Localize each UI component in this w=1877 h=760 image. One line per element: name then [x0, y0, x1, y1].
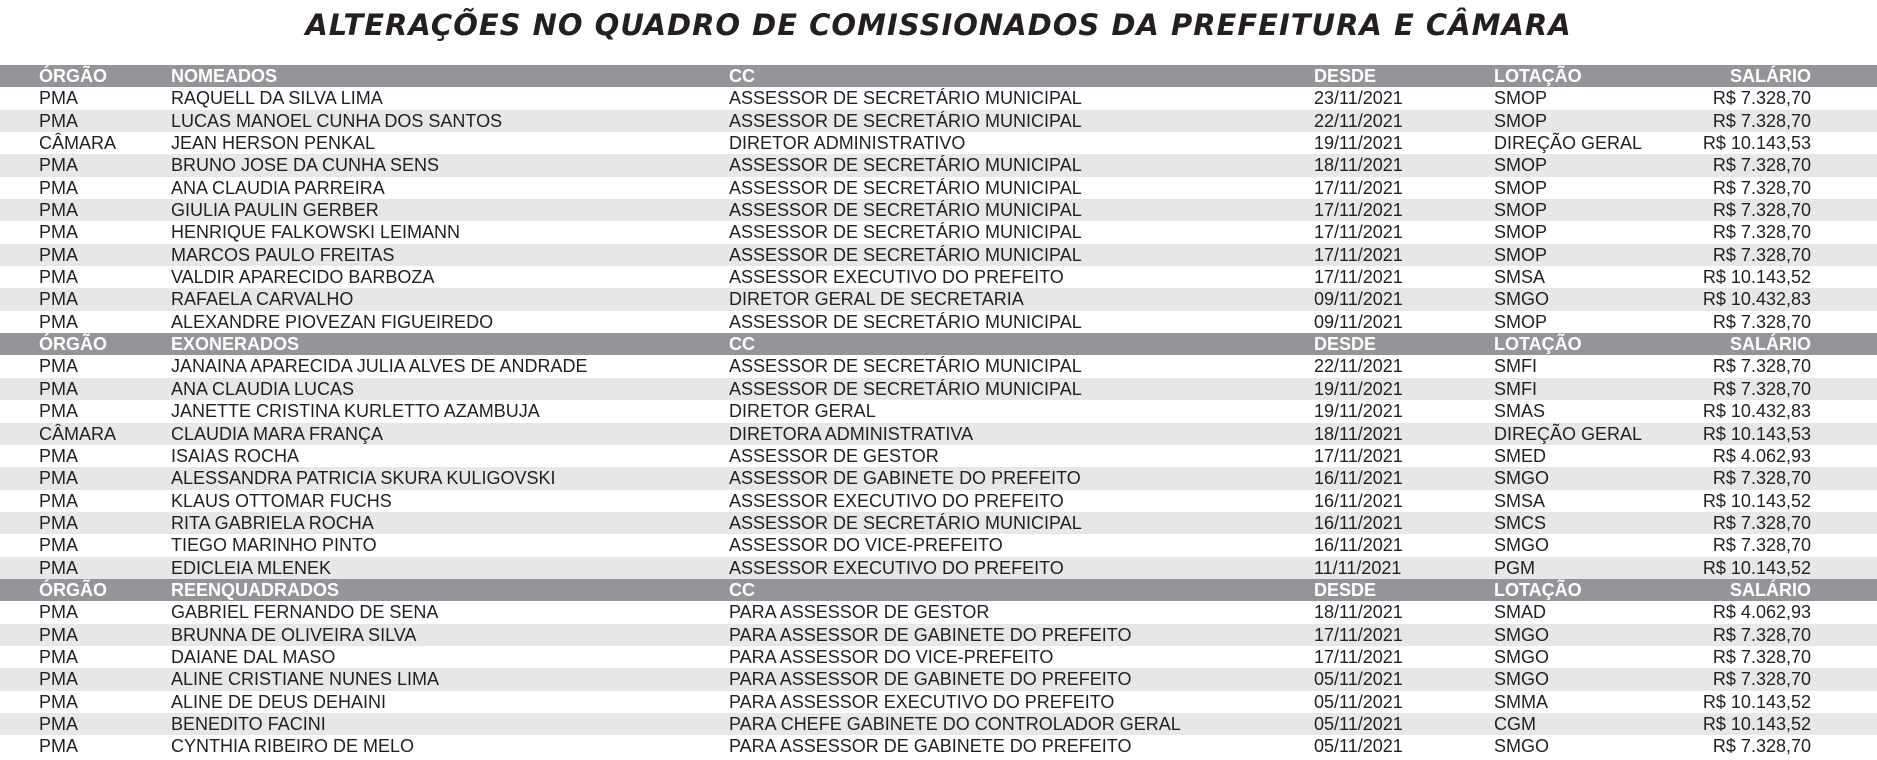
name-cell: ALEXANDRE PIOVEZAN FIGUEIREDO [171, 311, 494, 332]
name-cell: KLAUS OTTOMAR FUCHS [171, 490, 392, 511]
name-cell: RAQUELL DA SILVA LIMA [171, 88, 383, 109]
lotacao-cell: SMGO [1494, 535, 1550, 556]
orgao-cell: PMA [39, 512, 79, 533]
salary-cell: R$ 10.143,53 [1702, 133, 1811, 154]
date-cell: 16/11/2021 [1314, 535, 1403, 556]
date-cell: 22/11/2021 [1314, 356, 1403, 377]
date-cell: 09/11/2021 [1314, 289, 1403, 310]
orgao-cell: PMA [39, 535, 79, 556]
lotacao-cell: SMOP [1494, 155, 1548, 176]
date-cell: 05/11/2021 [1314, 669, 1403, 690]
orgao-cell: PMA [39, 490, 79, 511]
lotacao-cell: SMOP [1494, 88, 1548, 109]
date-cell: 23/11/2021 [1314, 88, 1403, 109]
salary-cell: R$ 10.143,52 [1702, 267, 1811, 288]
lotacao-cell: SMFI [1494, 356, 1537, 377]
table-row [0, 266, 1877, 288]
cc-cell: ASSESSOR DE GABINETE DO PREFEITO [729, 468, 1081, 489]
table-row [0, 646, 1877, 668]
column-header-lotacao: LOTAÇÃO [1494, 579, 1582, 600]
orgao-cell: PMA [39, 177, 79, 198]
cc-cell: ASSESSOR DE SECRETÁRIO MUNICIPAL [729, 512, 1082, 533]
name-cell: HENRIQUE FALKOWSKI LEIMANN [171, 222, 461, 243]
date-cell: 16/11/2021 [1314, 468, 1403, 489]
lotacao-cell: SMOP [1494, 177, 1548, 198]
date-cell: 16/11/2021 [1314, 512, 1403, 533]
lotacao-cell: SMGO [1494, 468, 1550, 489]
name-cell: BENEDITO FACINI [171, 713, 326, 734]
cc-cell: DIRETOR ADMINISTRATIVO [729, 133, 966, 154]
cc-cell: ASSESSOR DE SECRETÁRIO MUNICIPAL [729, 356, 1082, 377]
orgao-cell: PMA [39, 378, 79, 399]
lotacao-cell: SMED [1494, 445, 1547, 466]
commissioned-table [0, 65, 1877, 758]
table-row [0, 624, 1877, 646]
name-cell: ANA CLAUDIA LUCAS [171, 378, 355, 399]
lotacao-cell: SMCS [1494, 512, 1547, 533]
name-cell: GIULIA PAULIN GERBER [171, 200, 379, 221]
column-header-orgao: ÓRGÃO [39, 579, 108, 600]
cc-cell: PARA ASSESSOR DO VICE-PREFEITO [729, 646, 1054, 667]
orgao-cell: PMA [39, 200, 79, 221]
salary-cell: R$ 7.328,70 [1712, 177, 1811, 198]
table-row [0, 378, 1877, 400]
name-cell: ALINE DE DEUS DEHAINI [171, 691, 387, 712]
lotacao-cell: SMAD [1494, 602, 1547, 623]
cc-cell: ASSESSOR DE SECRETÁRIO MUNICIPAL [729, 244, 1082, 265]
salary-cell: R$ 7.328,70 [1712, 311, 1811, 332]
date-cell: 05/11/2021 [1314, 736, 1403, 757]
name-cell: VALDIR APARECIDO BARBOZA [171, 267, 435, 288]
date-cell: 17/11/2021 [1314, 222, 1403, 243]
name-cell: JANAINA APARECIDA JULIA ALVES DE ANDRADE [171, 356, 588, 377]
orgao-cell: PMA [39, 691, 79, 712]
salary-cell: R$ 4.062,93 [1712, 602, 1811, 623]
salary-cell: R$ 4.062,93 [1712, 445, 1811, 466]
name-cell: MARCOS PAULO FREITAS [171, 244, 395, 265]
column-header-cc: CC [729, 579, 755, 600]
column-header-nome: EXONERADOS [171, 334, 300, 355]
date-cell: 17/11/2021 [1314, 200, 1403, 221]
lotacao-cell: SMOP [1494, 311, 1548, 332]
date-cell: 05/11/2021 [1314, 713, 1403, 734]
table-row [0, 713, 1877, 735]
table-row [0, 311, 1877, 333]
name-cell: GABRIEL FERNANDO DE SENA [171, 602, 439, 623]
cc-cell: PARA ASSESSOR DE GABINETE DO PREFEITO [729, 669, 1132, 690]
lotacao-cell: SMGO [1494, 669, 1550, 690]
lotacao-cell: PGM [1494, 557, 1536, 578]
date-cell: 19/11/2021 [1314, 378, 1403, 399]
name-cell: ALESSANDRA PATRICIA SKURA KULIGOVSKI [171, 468, 556, 489]
table-row [0, 490, 1877, 512]
orgao-cell: PMA [39, 736, 79, 757]
salary-cell: R$ 7.328,70 [1712, 736, 1811, 757]
orgao-cell: PMA [39, 110, 79, 131]
table-row [0, 244, 1877, 266]
salary-cell: R$ 7.328,70 [1712, 356, 1811, 377]
cc-cell: ASSESSOR DE SECRETÁRIO MUNICIPAL [729, 311, 1082, 332]
date-cell: 17/11/2021 [1314, 646, 1403, 667]
column-header-orgao: ÓRGÃO [39, 66, 108, 86]
section-header-row [0, 579, 1877, 601]
table-row [0, 557, 1877, 579]
salary-cell: R$ 7.328,70 [1712, 646, 1811, 667]
column-header-orgao: ÓRGÃO [39, 334, 108, 355]
date-cell: 17/11/2021 [1314, 267, 1403, 288]
name-cell: JEAN HERSON PENKAL [171, 133, 376, 154]
date-cell: 19/11/2021 [1314, 401, 1403, 422]
cc-cell: ASSESSOR DE SECRETÁRIO MUNICIPAL [729, 200, 1082, 221]
cc-cell: ASSESSOR EXECUTIVO DO PREFEITO [729, 267, 1064, 288]
cc-cell: ASSESSOR EXECUTIVO DO PREFEITO [729, 490, 1064, 511]
cc-cell: ASSESSOR DE SECRETÁRIO MUNICIPAL [729, 155, 1082, 176]
orgao-cell: CÂMARA [39, 423, 117, 444]
table-row [0, 110, 1877, 132]
date-cell: 18/11/2021 [1314, 423, 1403, 444]
table-row [0, 735, 1877, 757]
lotacao-cell: SMOP [1494, 244, 1548, 265]
salary-cell: R$ 10.143,52 [1702, 557, 1811, 578]
table-row [0, 691, 1877, 713]
lotacao-cell: DIREÇÃO GERAL [1494, 423, 1643, 444]
orgao-cell: PMA [39, 669, 79, 690]
date-cell: 22/11/2021 [1314, 110, 1403, 131]
name-cell: JANETTE CRISTINA KURLETTO AZAMBUJA [171, 401, 540, 422]
cc-cell: PARA ASSESSOR DE GABINETE DO PREFEITO [729, 624, 1132, 645]
name-cell: LUCAS MANOEL CUNHA DOS SANTOS [171, 110, 503, 131]
orgao-cell: CÂMARA [39, 133, 117, 154]
salary-cell: R$ 10.143,53 [1702, 423, 1811, 444]
lotacao-cell: SMFI [1494, 378, 1537, 399]
column-header-salario: SALÁRIO [1730, 66, 1811, 86]
orgao-cell: PMA [39, 267, 79, 288]
column-header-desde: DESDE [1314, 66, 1377, 86]
salary-cell: R$ 10.143,52 [1702, 691, 1811, 712]
date-cell: 17/11/2021 [1314, 244, 1403, 265]
date-cell: 17/11/2021 [1314, 177, 1403, 198]
cc-cell: PARA ASSESSOR DE GESTOR [729, 602, 990, 623]
table-row [0, 132, 1877, 154]
column-header-nome: REENQUADRADOS [171, 579, 340, 600]
table-row [0, 445, 1877, 467]
orgao-cell: PMA [39, 155, 79, 176]
salary-cell: R$ 7.328,70 [1712, 222, 1811, 243]
table-row [0, 355, 1877, 377]
salary-cell: R$ 7.328,70 [1712, 244, 1811, 265]
table-row [0, 288, 1877, 310]
salary-cell: R$ 7.328,70 [1712, 512, 1811, 533]
orgao-cell: PMA [39, 401, 79, 422]
name-cell: EDICLEIA MLENEK [171, 557, 332, 578]
table-row [0, 199, 1877, 221]
name-cell: RITA GABRIELA ROCHA [171, 512, 374, 533]
table-row [0, 601, 1877, 623]
name-cell: CYNTHIA RIBEIRO DE MELO [171, 736, 415, 757]
cc-cell: ASSESSOR DE SECRETÁRIO MUNICIPAL [729, 177, 1082, 198]
lotacao-cell: DIREÇÃO GERAL [1494, 133, 1643, 154]
orgao-cell: PMA [39, 289, 79, 310]
salary-cell: R$ 7.328,70 [1712, 669, 1811, 690]
cc-cell: PARA CHEFE GABINETE DO CONTROLADOR GERAL [729, 713, 1181, 734]
cc-cell: ASSESSOR DE SECRETÁRIO MUNICIPAL [729, 222, 1082, 243]
lotacao-cell: SMGO [1494, 624, 1550, 645]
lotacao-cell: SMSA [1494, 490, 1546, 511]
lotacao-cell: SMAS [1494, 401, 1546, 422]
cc-cell: ASSESSOR DE SECRETÁRIO MUNICIPAL [729, 378, 1082, 399]
salary-cell: R$ 7.328,70 [1712, 88, 1811, 109]
lotacao-cell: SMOP [1494, 222, 1548, 243]
column-header-desde: DESDE [1314, 334, 1377, 355]
table-row [0, 668, 1877, 690]
orgao-cell: PMA [39, 311, 79, 332]
orgao-cell: PMA [39, 88, 79, 109]
date-cell: 18/11/2021 [1314, 155, 1403, 176]
section-header-row [0, 65, 1877, 87]
date-cell: 05/11/2021 [1314, 691, 1403, 712]
cc-cell: DIRETOR GERAL [729, 401, 876, 422]
cc-cell: DIRETOR GERAL DE SECRETARIA [729, 289, 1024, 310]
lotacao-cell: SMGO [1494, 736, 1550, 757]
column-header-lotacao: LOTAÇÃO [1494, 66, 1582, 86]
salary-cell: R$ 10.143,52 [1702, 490, 1811, 511]
date-cell: 17/11/2021 [1314, 624, 1403, 645]
table-row [0, 423, 1877, 445]
orgao-cell: PMA [39, 222, 79, 243]
salary-cell: R$ 10.432,83 [1702, 289, 1811, 310]
name-cell: DAIANE DAL MASO [171, 646, 336, 667]
table-row [0, 534, 1877, 556]
date-cell: 19/11/2021 [1314, 133, 1403, 154]
cc-cell: DIRETORA ADMINISTRATIVA [729, 423, 974, 444]
column-header-lotacao: LOTAÇÃO [1494, 334, 1582, 355]
orgao-cell: PMA [39, 646, 79, 667]
table-row [0, 154, 1877, 176]
cc-cell: ASSESSOR DE GESTOR [729, 445, 939, 466]
date-cell: 17/11/2021 [1314, 445, 1403, 466]
salary-cell: R$ 10.432,83 [1702, 401, 1811, 422]
date-cell: 09/11/2021 [1314, 311, 1403, 332]
lotacao-cell: SMMA [1494, 691, 1548, 712]
name-cell: CLAUDIA MARA FRANÇA [171, 423, 384, 444]
name-cell: ANA CLAUDIA PARREIRA [171, 177, 385, 198]
date-cell: 16/11/2021 [1314, 490, 1403, 511]
lotacao-cell: SMOP [1494, 110, 1548, 131]
date-cell: 18/11/2021 [1314, 602, 1403, 623]
orgao-cell: PMA [39, 557, 79, 578]
lotacao-cell: SMGO [1494, 646, 1550, 667]
orgao-cell: PMA [39, 445, 79, 466]
column-header-nome: NOMEADOS [171, 66, 278, 86]
table-row [0, 221, 1877, 243]
table-row [0, 87, 1877, 109]
salary-cell: R$ 7.328,70 [1712, 624, 1811, 645]
orgao-cell: PMA [39, 713, 79, 734]
orgao-cell: PMA [39, 468, 79, 489]
column-header-salario: SALÁRIO [1730, 579, 1811, 600]
date-cell: 11/11/2021 [1314, 557, 1402, 578]
table-row [0, 512, 1877, 534]
name-cell: TIEGO MARINHO PINTO [171, 535, 377, 556]
lotacao-cell: SMSA [1494, 267, 1546, 288]
salary-cell: R$ 7.328,70 [1712, 200, 1811, 221]
orgao-cell: PMA [39, 624, 79, 645]
salary-cell: R$ 7.328,70 [1712, 468, 1811, 489]
column-header-cc: CC [729, 334, 755, 355]
lotacao-cell: SMOP [1494, 200, 1548, 221]
name-cell: BRUNNA DE OLIVEIRA SILVA [171, 624, 417, 645]
salary-cell: R$ 10.143,52 [1702, 713, 1811, 734]
page-title: ALTERAÇÕES NO QUADRO DE COMISSIONADOS DA PREFEITURA E CÂMARA [305, 8, 1572, 42]
cc-cell: ASSESSOR EXECUTIVO DO PREFEITO [729, 557, 1064, 578]
name-cell: RAFAELA CARVALHO [171, 289, 354, 310]
lotacao-cell: SMGO [1494, 289, 1550, 310]
column-header-desde: DESDE [1314, 579, 1377, 600]
table-row [0, 467, 1877, 489]
name-cell: BRUNO JOSE DA CUNHA SENS [171, 155, 440, 176]
cc-cell: ASSESSOR DO VICE-PREFEITO [729, 535, 1003, 556]
salary-cell: R$ 7.328,70 [1712, 535, 1811, 556]
cc-cell: ASSESSOR DE SECRETÁRIO MUNICIPAL [729, 88, 1082, 109]
table-row [0, 400, 1877, 422]
cc-cell: PARA ASSESSOR EXECUTIVO DO PREFEITO [729, 691, 1115, 712]
salary-cell: R$ 7.328,70 [1712, 110, 1811, 131]
lotacao-cell: CGM [1494, 713, 1536, 734]
name-cell: ALINE CRISTIANE NUNES LIMA [171, 669, 440, 690]
salary-cell: R$ 7.328,70 [1712, 378, 1811, 399]
cc-cell: PARA ASSESSOR DE GABINETE DO PREFEITO [729, 736, 1132, 757]
column-header-salario: SALÁRIO [1730, 334, 1811, 355]
table-row [0, 177, 1877, 199]
orgao-cell: PMA [39, 356, 79, 377]
cc-cell: ASSESSOR DE SECRETÁRIO MUNICIPAL [729, 110, 1082, 131]
column-header-cc: CC [729, 66, 755, 86]
orgao-cell: PMA [39, 244, 79, 265]
orgao-cell: PMA [39, 602, 79, 623]
section-header-row [0, 333, 1877, 355]
name-cell: ISAIAS ROCHA [171, 445, 300, 466]
salary-cell: R$ 7.328,70 [1712, 155, 1811, 176]
